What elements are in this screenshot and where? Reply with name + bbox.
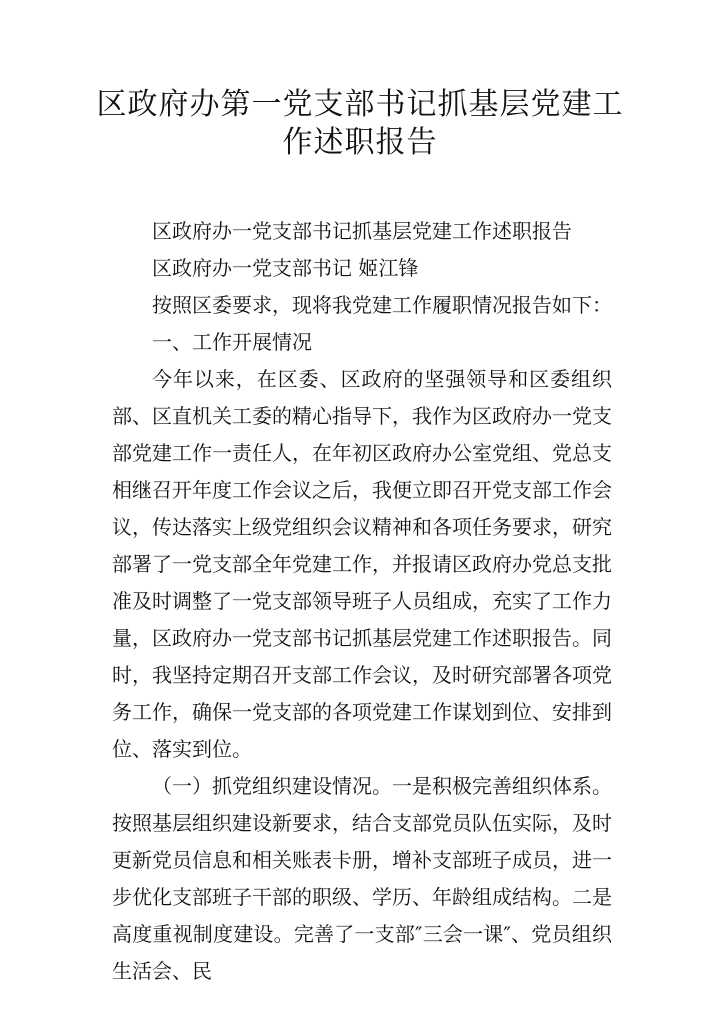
intro-paragraph: 按照区委要求，现将我党建工作履职情况报告如下：	[152, 293, 612, 317]
section-heading: 一、工作开展情况	[152, 330, 312, 354]
document-title	[0, 86, 720, 162]
body-paragraph: （一）抓党组织建设情况。一是积极完善组织体系。按照基层组织建设新要求，结合支部党员队伍实际，及时更新党员信息和相关账表卡册，增补支部班子成员，进一步优化支部班子干部的职级、学历、年龄组成结构。二是高度重视制度建设。完善了一支部″三会一课″、党员组织生活会、民	[112, 774, 612, 983]
title-line-1: 区政府办第一党支部书记抓基层党建工	[96, 87, 624, 122]
document-body	[112, 213, 612, 990]
body-paragraph: 今年以来，在区委、区政府的坚强领导和区委组织部、区直机关工委的精心指导下，我作为区政府办一党支部党建工作一责任人，在年初区政府办公室党组、党总支相继召开年度工作会议之后，我便立即召开党支部工作会议，传达落实上级党组织会议精神和各项任务要求，研究部署了一党支部全年党建工作，并报请区政府办党总支批准及时调整了一党支部领导班子人员组成，充实了工作力量，区政府办一党支部书记抓基层党建工作述职报告。同时，我坚持定期召开支部工作会议，及时研究部署各项党务工作，确保一党支部的各项党建工作谋划到位、安排到位、落实到位。	[112, 367, 612, 761]
report-subtitle: 区政府办一党支部书记抓基层党建工作述职报告	[152, 219, 572, 243]
title-line-2: 作述职报告	[282, 125, 438, 160]
author-line: 区政府办一党支部书记 姬江锋	[152, 256, 419, 280]
